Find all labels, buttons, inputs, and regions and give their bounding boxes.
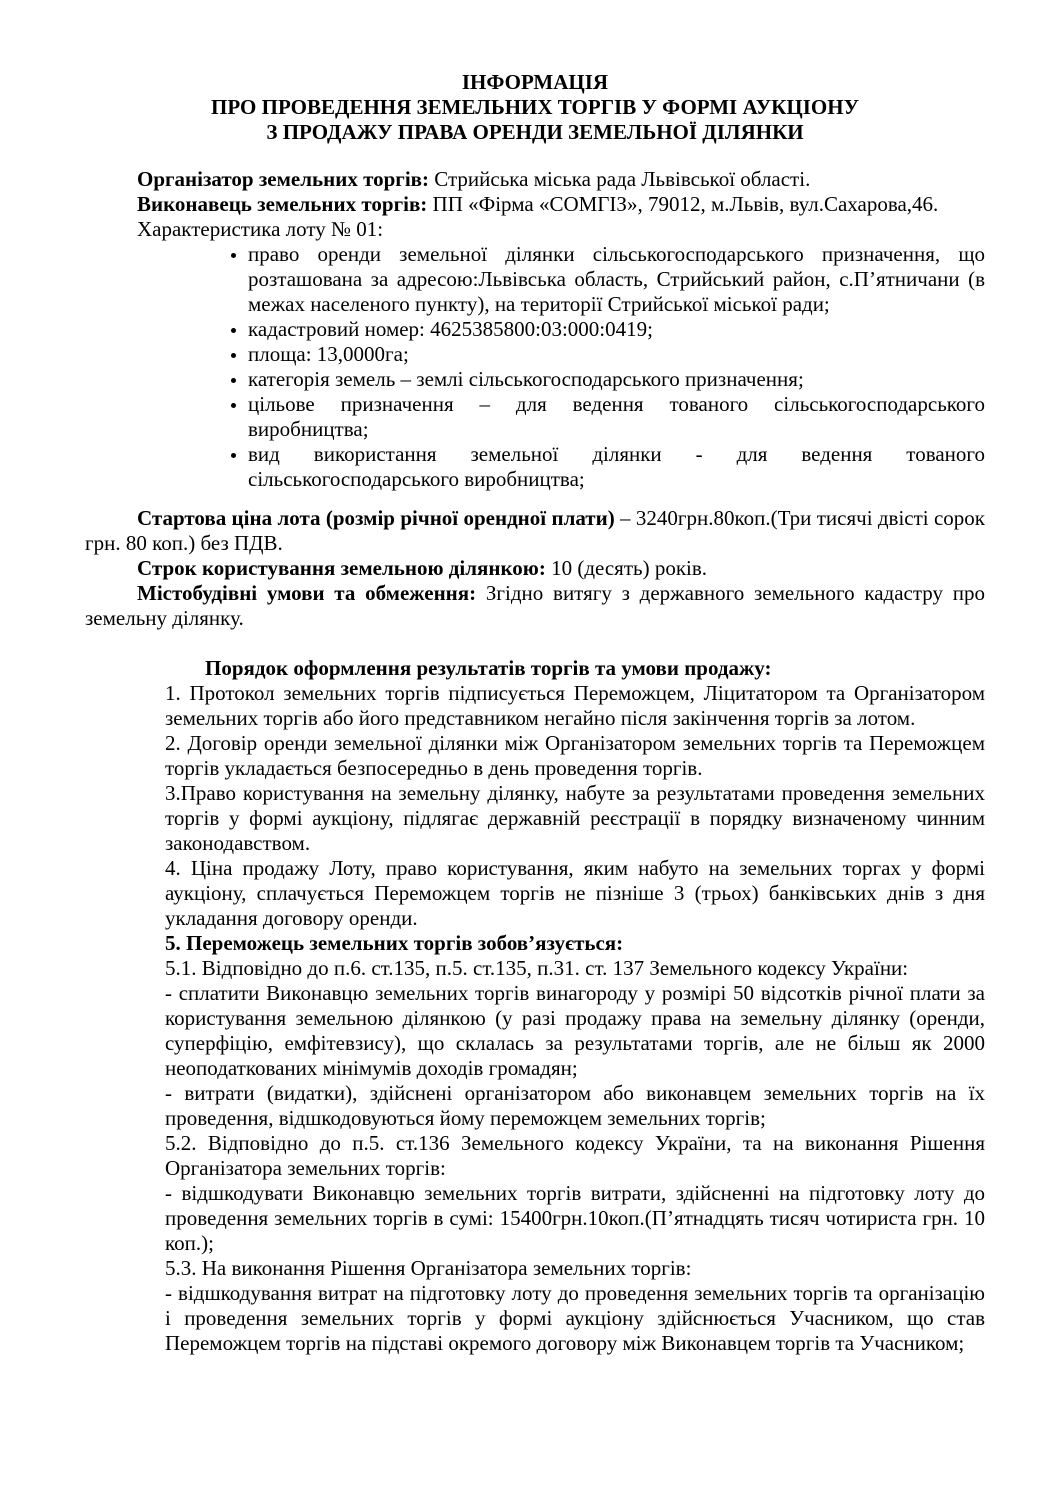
numbered-paragraph: 5.1. Відповідно до п.6. ст.135, п.5. ст.135, п.31. ст. 137 Земельного кодексу України: [165, 956, 909, 980]
intro-paragraph [85, 167, 985, 192]
lot-characteristics-list [85, 242, 985, 492]
lot-characteristic-item: • площа: 13,0000га; [248, 342, 985, 367]
paragraph-lead: Стартова ціна лота (розмір річної орендної плати) [137, 506, 615, 530]
document-title [85, 70, 985, 145]
paragraph-lead: Організатор земельних торгів: [137, 167, 429, 191]
numbered-paragraph: 1. Протокол земельних торгів підписується Переможцем, Ліцитатором та Організатором земельних торгів або його представником негайно після закінчення торгів за лотом. [165, 681, 985, 730]
paragraph-text: Характеристика лоту № 01: [137, 217, 384, 241]
lot-characteristic-item: • вид використання земельної ділянки - для ведення тованого сільськогосподарського виробництва; [248, 442, 985, 492]
paragraph-text: ПП «Фірма «СОМГІЗ», 79012, м.Львів, вул.Сахарова,46. [427, 192, 939, 216]
lot-characteristic-item: • категорія земель – землі сільськогосподарського призначення; [248, 367, 985, 392]
terms-paragraph [85, 556, 985, 581]
paragraph-text: Стрийська міська рада Львівської області. [429, 167, 811, 191]
section-spacer [85, 492, 985, 506]
intro-section [85, 167, 985, 242]
intro-paragraph [85, 192, 985, 217]
title-line: З ПРОДАЖУ ПРАВА ОРЕНДИ ЗЕМЕЛЬНОЇ ДІЛЯНКИ [266, 120, 804, 144]
results-section [165, 656, 985, 1356]
numbered-paragraph: 5.3. На виконання Рішення Організатора земельних торгів: [165, 1256, 692, 1280]
numbered-paragraph: - відшкодувати Виконавцю земельних торгів витрати, здійсненні на підготовку лоту до проведення земельних торгів в сумі: 15400грн.10коп.(П’ятнадцять тисяч чотириста грн. 10 коп.); [165, 1181, 985, 1255]
terms-section [85, 506, 985, 631]
results-section-heading: Порядок оформлення результатів торгів та умови продажу: [205, 656, 772, 680]
terms-paragraph [85, 581, 985, 631]
numbered-paragraph: 5. Переможець земельних торгів зобов’язується: [165, 931, 624, 955]
results-items [165, 681, 985, 1356]
numbered-paragraph: 5.2. Відповідно до п.5. ст.136 Земельного кодексу України, та на виконання Рішення Організатора земельних торгів: [165, 1131, 985, 1180]
paragraph-lead: Виконавець земельних торгів: [137, 192, 428, 216]
lot-characteristic-item: • право оренди земельної ділянки сільськогосподарського призначення, що розташована за адресою:Львівська область, Стрийський район, с.П’ятничани (в межах населеного пункту), на території Стрийської міської ради; [248, 242, 985, 317]
numbered-paragraph: - витрати (видатки), здійснені організатором або виконавцем земельних торгів на їх проведення, відшкодовуються йому переможцем земельних торгів; [165, 1081, 985, 1130]
intro-paragraph [85, 217, 985, 242]
numbered-paragraph: - сплатити Виконавцю земельних торгів винагороду у розмірі 50 відсотків річної плати за користування земельною ділянкою (у разі продажу права на земельну ділянку (оренди, суперфіцію, емфітевзису), що склалась за результатами торгів, але не більш як 2000 неоподаткованих мінімумів доходів громадян; [165, 981, 985, 1080]
lot-characteristic-item: • цільове призначення – для ведення тованого сільськогосподарського виробництва; [248, 392, 985, 442]
paragraph-text: 10 (десять) років. [545, 556, 708, 580]
title-line: ПРО ПРОВЕДЕННЯ ЗЕМЕЛЬНИХ ТОРГІВ У ФОРМІ АУКЦІОНУ [211, 95, 859, 119]
numbered-paragraph: 2. Договір оренди земельної ділянки між Організатором земельних торгів та Переможцем торгів укладається безпосередньо в день проведення торгів. [165, 731, 985, 780]
lot-characteristic-item: • кадастровий номер: 4625385800:03:000:0419; [248, 317, 985, 342]
terms-paragraph [85, 506, 985, 556]
numbered-paragraph: 3.Право користування на земельну ділянку, набуте за результатами проведення земельних торгів у формі аукціону, підлягає державній реєстрації в порядку визначеному чинним законодавством. [165, 781, 985, 855]
title-line: ІНФОРМАЦІЯ [461, 70, 609, 94]
section-spacer [85, 631, 985, 656]
paragraph-lead: Містобудівні умови та обмеження: [137, 581, 477, 605]
numbered-paragraph: - відшкодування витрат на підготовку лоту до проведення земельних торгів та організацію і проведення земельних торгів у формі аукціону здійснюється Учасником, що став Переможцем торгів на підставі окремого договору між Виконавцем торгів та Учасником; [165, 1281, 985, 1355]
numbered-paragraph: 4. Ціна продажу Лоту, право користування, яким набуто на земельних торгах у формі аукціону, сплачується Переможцем торгів не пізніше 3 (трьох) банківських днів з дня укладання договору оренди. [165, 856, 985, 930]
paragraph-lead: Строк користування земельною ділянкою: [137, 556, 546, 580]
paragraph-text: Згідно витягу з державного земельного кадастру про земельну ділянку. [85, 581, 985, 630]
paragraph-text: – 3240грн.80коп.(Три тисячі двісті сорок грн. 80 коп.) без ПДВ. [85, 506, 985, 555]
